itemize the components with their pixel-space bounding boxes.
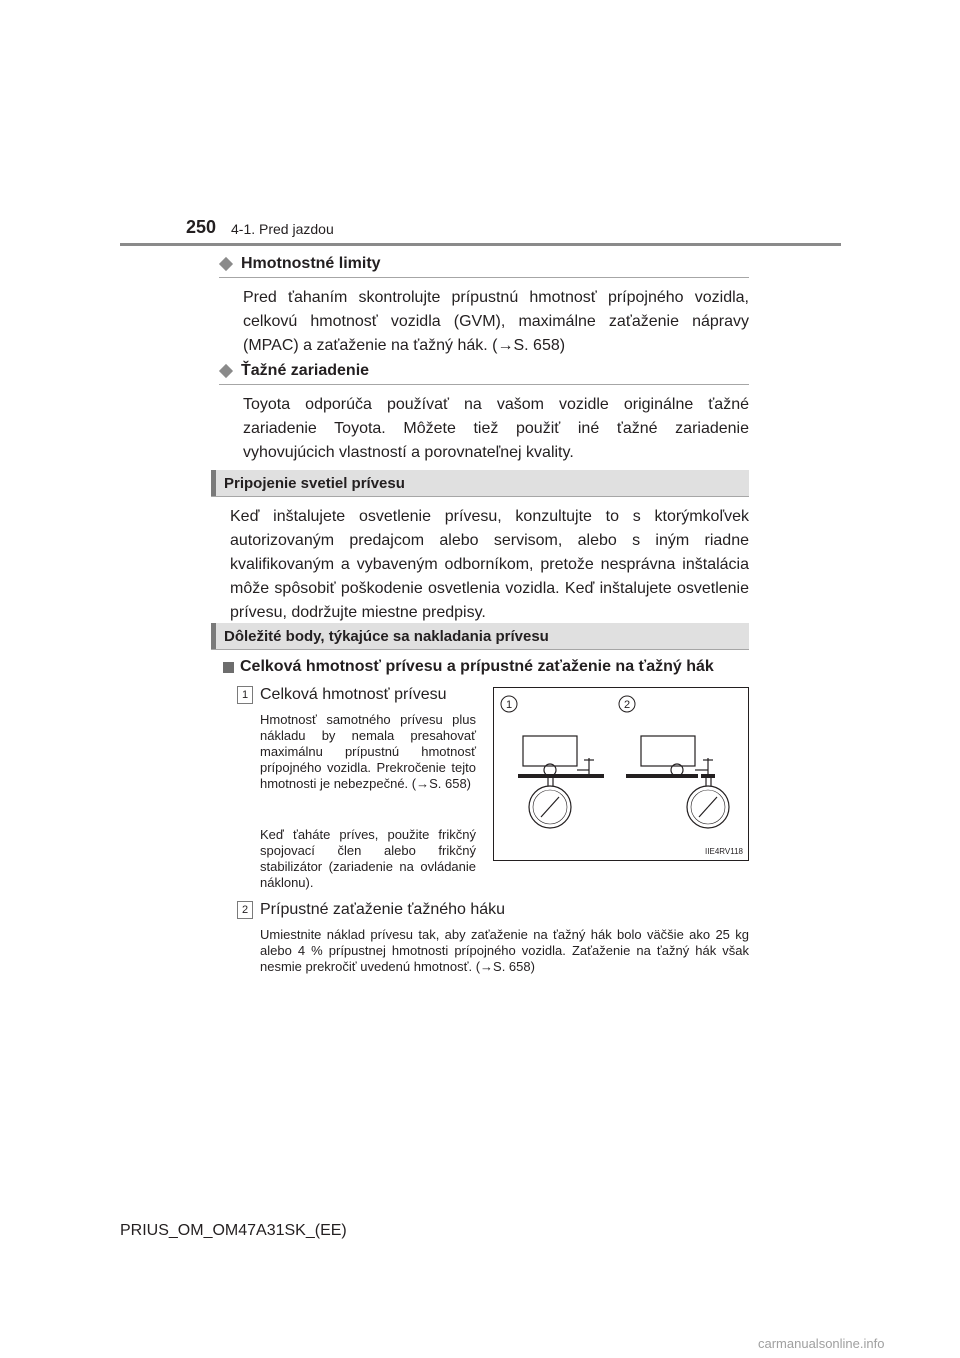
item-title: Prípustné zaťaženie ťažného háku <box>260 901 506 918</box>
item-description: Hmotnosť samotného prívesu plus nákladu by nemala presahovať maximálnu prípustnú hmotnosť prípojného vozidla. Prekročenie tejto hmotnosti je nebezpečné. (→S. 658) <box>260 712 476 791</box>
figure-callout-1: 1 <box>505 699 513 711</box>
bar-rule <box>211 649 749 650</box>
chapter-title: 4-1. Pred jazdou <box>231 221 334 237</box>
section-heading-weight-limits <box>219 253 381 275</box>
figure-code: IIE4RV118 <box>705 847 743 856</box>
square-bullet-icon <box>223 662 234 673</box>
section-heading-text: Ťažné zariadenie <box>241 362 370 379</box>
diamond-icon <box>219 257 233 271</box>
section-bar-loading-points: Dôležité body, týkajúce sa nakladania prívesu <box>211 623 749 650</box>
subheading-trailer-weight <box>223 656 714 678</box>
item-description: Keď ťaháte príves, použite frikčný spojovací člen alebo frikčný stabilizátor (zariadenie na ovládanie náklonu). <box>260 827 476 890</box>
figure-callout-2: 2 <box>623 699 631 711</box>
trailer-weight-figure <box>493 687 749 861</box>
bar-rule <box>211 496 749 497</box>
section-heading-towing-device <box>219 360 369 382</box>
trailer-scale-illustration <box>494 688 748 860</box>
watermark: carmanualsonline.info <box>758 1336 885 1351</box>
section-rule <box>219 277 749 278</box>
tongue-on-scale-illustration <box>626 736 729 828</box>
section-rule <box>219 384 749 385</box>
item-description: Umiestnite náklad prívesu tak, aby zaťaženie na ťažný hák bolo väčšie ako 25 kg alebo 4 % prípustnej hmotnosti prípojného vozidla. Zaťaženie na ťažný hák však nesmie prekročiť uvedenú hmotnosť. (→S. 658) <box>260 927 749 974</box>
section-paragraph: Pred ťahaním skontrolujte prípustnú hmotnosť prípojného vozidla, celkovú hmotnosť vozidla (GVM), maximálne zaťaženie nápravy (MPAC) a zaťaženie na ťažný hák. (→S. 658) <box>243 289 749 354</box>
section-paragraph: Keď inštalujete osvetlenie prívesu, konzultujte to s ktorýmkoľvek autorizovaným predajcom alebo servisom, alebo s iným riadne kvalifikovaným a vybaveným odborníkom, pretože nesprávna inštalácia môže spôsobiť poškodenie osvetlenia vozidla. Keď inštalujete osvetlenie prívesu, dodržujte miestne predpisy. <box>230 508 749 621</box>
document-code: PRIUS_OM_OM47A31SK_(EE) <box>120 1222 347 1239</box>
section-bar-trailer-lights: Pripojenie svetiel prívesu <box>211 470 749 497</box>
trailer-on-scale-illustration <box>518 736 604 828</box>
diamond-icon <box>219 364 233 378</box>
item-number-2: 2 <box>237 901 253 919</box>
subheading-text: Celková hmotnosť prívesu a prípustné zaťaženie na ťažný hák <box>240 658 714 675</box>
section-paragraph: Toyota odporúča používať na vašom vozidle originálne ťažné zariadenie Toyota. Môžete tiež použiť iné ťažné zariadenie vyhovujúcich vlastností a porovnateľnej kvality. <box>243 396 749 461</box>
header-rule <box>120 243 841 246</box>
page-number: 250 <box>186 217 217 237</box>
item-title: Celková hmotnosť prívesu <box>260 686 447 703</box>
item-number-1: 1 <box>237 686 253 704</box>
section-heading-text: Hmotnostné limity <box>241 255 381 272</box>
